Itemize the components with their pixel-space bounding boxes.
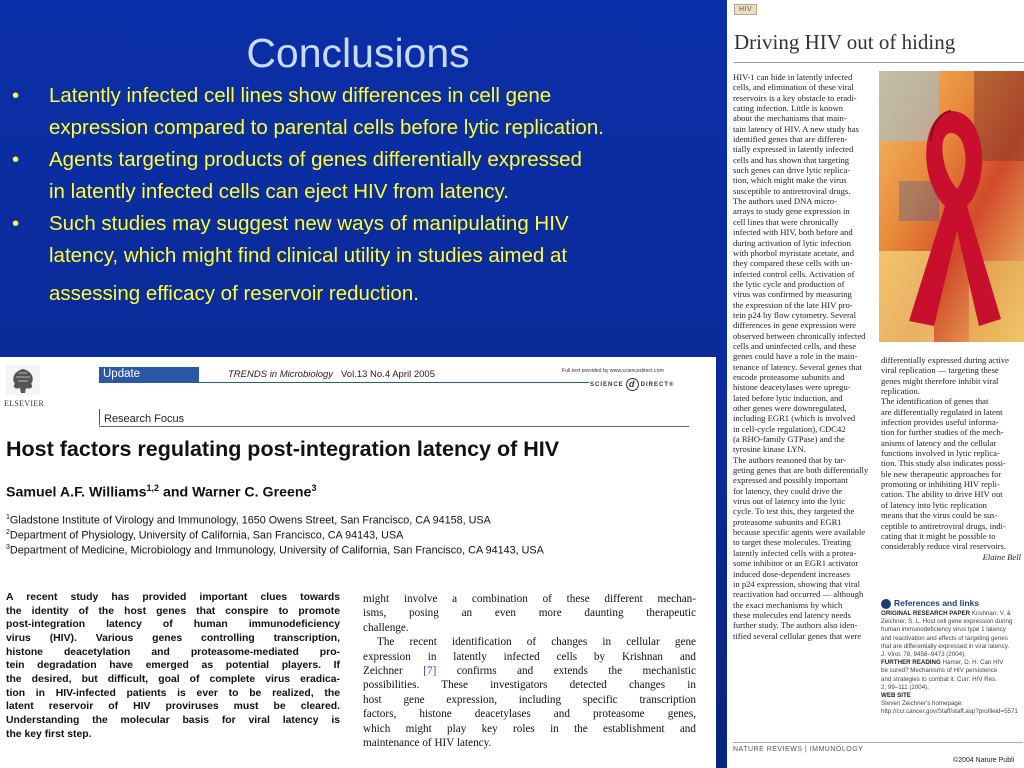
body-line: possibilities. These investigators detected changes in xyxy=(363,679,696,692)
affiliation-line xyxy=(6,529,403,542)
section-vertical-rule xyxy=(99,409,100,425)
affiliation-number: 2 xyxy=(6,529,10,536)
reference-line xyxy=(881,692,1021,700)
article-abstract xyxy=(6,591,340,741)
clipping-text-line: tenance of latency. Several genes that xyxy=(733,361,862,372)
article-authors: Samuel A.F. Williams$^{1,2}$ and Warner C. Greene$^3$ xyxy=(6,483,317,501)
references-list xyxy=(881,610,1021,717)
clipping-text-line: susceptible to antiretroviral drugs. xyxy=(733,185,851,196)
clipping-text-line: cation. The ability to drive HIV out xyxy=(881,489,1003,500)
clipping-text-line: observed between chronically infected xyxy=(733,330,866,341)
section-label: Update xyxy=(99,367,199,382)
clipping-text-line: for latency, they could drive the xyxy=(733,485,843,496)
clipping-text-line: tein p24 by flow cytometry. Several xyxy=(733,309,857,320)
clipping-text-line: with phorbol myristate acetate, and xyxy=(733,247,854,258)
reference-line xyxy=(881,676,1021,684)
reference-text: 2, 99–111 (2004). xyxy=(881,683,929,691)
references-icon xyxy=(881,599,891,609)
references-heading: References and links xyxy=(881,598,979,609)
clipping-text-line: (a RHO-family GTPase) and the xyxy=(733,434,845,445)
abstract-line: latent reservoir of HIV proviruses must be cleared. xyxy=(6,701,340,713)
reference-line xyxy=(881,667,1021,675)
section-tag: HIV xyxy=(734,4,757,15)
reference-label: FURTHER READING xyxy=(881,659,941,667)
journal-footer: NATURE REVIEWS | IMMUNOLOGY xyxy=(733,746,864,753)
clipping-text-line: they compared these cells with un- xyxy=(733,258,853,269)
clipping-text-line: other genes were downregulated, xyxy=(733,403,847,413)
copyright-footer: ©2004 Nature Publi xyxy=(953,757,1015,764)
reference-line xyxy=(881,643,1021,651)
elsevier-tree-logo xyxy=(6,365,40,395)
clipping-text-line: ceptible to antiretroviral drugs, indi- xyxy=(881,520,1006,531)
clipping-text-line: geting genes that are both differentially xyxy=(733,465,869,476)
clipping-text-line: promoting or inhibiting HIV repli- xyxy=(881,479,1000,490)
clipping-column-left xyxy=(733,72,874,641)
affiliation-text: Department of Medicine, Microbiology and Immunology, University of California, San Francisco, CA 94143, USA xyxy=(9,544,544,557)
bullet-dot: • xyxy=(12,212,20,235)
reference-text: http://ccr.cancer.gov/Staff/staff.asp?profileid=5571 xyxy=(881,708,1018,716)
clipping-text-line: replication. xyxy=(881,386,920,397)
clipping-text-line: The identification of genes that xyxy=(881,396,989,407)
clipping-text-line: cells and uninfected cells, and these xyxy=(733,340,857,351)
clipping-text-line: of latency into lytic replication xyxy=(881,499,987,510)
bullet-item xyxy=(12,144,717,208)
abstract-line: tein degradation have emerged as potential players. If xyxy=(6,660,340,672)
reference-line xyxy=(881,651,1021,659)
abstract-line: tion in HIV-infected patients is ever to be realized, the xyxy=(6,687,340,699)
abstract-line: post-integration latency of human immunodeficiency xyxy=(6,619,340,631)
clipping-text-line: latently infected cells with a protea- xyxy=(733,547,857,558)
header-rule xyxy=(99,382,589,383)
clipping-text-line: The authors reasoned that by tar- xyxy=(733,454,847,465)
clipping-text-line: tion, which might make the virus xyxy=(733,175,847,186)
clipping-text-line: cells and has shown that targeting xyxy=(733,154,850,165)
clipping-text-line: viral replication — targeting these xyxy=(881,365,999,376)
affiliation-text: Department of Physiology, University of California, San Francisco, CA 94143, USA xyxy=(9,529,404,542)
clipping-text-line: reservoirs is a key obstacle to eradi- xyxy=(733,92,857,103)
body-line: which might play key roles in the establishment and xyxy=(363,722,696,735)
bullet-item xyxy=(12,80,717,144)
abstract-line: histone deacetylation and proteasome-mediated pro- xyxy=(6,646,340,658)
publisher-name: ELSEVIER xyxy=(4,399,45,408)
footer-divider xyxy=(733,742,1023,743)
abstract-line: A recent study has provided important clues towards xyxy=(6,592,340,603)
clipping-text-line: during activation of lytic infection xyxy=(733,237,851,248)
trends-article-clipping xyxy=(0,357,716,768)
clipping-text-line: tion for further studies of the mech- xyxy=(881,427,1004,438)
clipping-text-line: The authors used DNA micro- xyxy=(733,196,838,207)
clipping-text-line: in p24 expression, showing that viral xyxy=(733,578,860,589)
clipping-text-line: tified several cellular genes that were xyxy=(733,630,862,641)
body-line: challenge. xyxy=(363,621,409,634)
affiliation-line xyxy=(6,514,491,527)
clipping-text-line: differentially expressed during active xyxy=(881,355,1009,365)
bullet-dot: • xyxy=(12,148,20,171)
reference-line xyxy=(881,700,1021,708)
reference-label: ORIGINAL RESEARCH PAPER xyxy=(881,610,971,617)
bullet-line: in latently infected cells can eject HIV from latency. xyxy=(49,180,509,203)
clipping-text-line: tially expressed in latently infected xyxy=(733,144,854,155)
clipping-text-line: further study. The authors also iden- xyxy=(733,620,858,631)
bullet-line: assessing efficacy of reservoir reduction. xyxy=(49,282,419,305)
section-rule xyxy=(99,426,689,427)
clipping-text-line: tion. This study also indicates possi- xyxy=(881,458,1006,469)
abstract-line: the key first step. xyxy=(6,728,92,740)
clipping-text-line: genes could have a role in the main- xyxy=(733,351,858,362)
clipping-text-line: virus was confirmed by measuring xyxy=(733,289,852,300)
clipping-text-line: the expression of the late HIV pro- xyxy=(733,299,853,310)
reference-text: and reactivation and effects of targeting genes xyxy=(881,634,1008,642)
fulltext-notice: Full text provided by www.sciencedirect.com xyxy=(562,368,664,374)
body-line: isms, posing an even more daunting therapeutic xyxy=(363,607,696,620)
clipping-text-line: cating infection. Little is known xyxy=(733,103,844,114)
sciencedirect-logo: SCIENCE d DIRECT® xyxy=(590,379,675,389)
bullet-line: Such studies may suggest new ways of manipulating HIV xyxy=(49,212,569,235)
clipping-text-line: the exact mechanisms by which xyxy=(733,599,843,610)
clipping-signature: Elaine Bell xyxy=(982,551,1021,562)
clipping-text-line: genes might therefore inhibit viral xyxy=(881,375,999,386)
clipping-column-right xyxy=(881,355,1021,562)
clipping-text-line: these molecules end latency needs xyxy=(733,609,851,620)
body-line: host gene expression, including specific transcription xyxy=(363,693,696,706)
clipping-text-line: about the mechanisms that main- xyxy=(733,113,847,124)
body-line: factors, histone deacetylases and proteasome genes, xyxy=(363,708,696,721)
clipping-text-line: including EGR1 (which is involved xyxy=(733,413,856,424)
clipping-text-line: induced dose-dependent increases xyxy=(733,568,850,579)
reference-text: Krishnan, V. & xyxy=(970,610,1011,617)
bullet-item xyxy=(12,208,717,310)
bullet-dot: • xyxy=(12,84,20,107)
clipping-text-line: such genes can drive lytic replica- xyxy=(733,165,851,176)
clipping-text-line: tyrosine kinase LYN. xyxy=(733,444,806,455)
article-body xyxy=(363,592,696,750)
clipping-text-line: expressed and possibly important xyxy=(733,475,848,486)
clipping-text-line: because specific agents were available xyxy=(733,527,866,538)
affiliation-number: 3 xyxy=(6,544,10,551)
reference-text: Zeichner, S. L. Host cell gene expression during xyxy=(881,618,1013,626)
clipping-text-line: HIV-1 can hide in latently infected xyxy=(733,72,853,82)
clipping-text-line: anisms of latency and the cellular xyxy=(881,437,997,448)
affiliation-number: 1 xyxy=(6,514,10,521)
body-line: might involve a combination of these different mechan- xyxy=(363,593,696,605)
journal-citation: TRENDS in Microbiology Vol.13 No.4 April 2005 xyxy=(228,369,435,380)
reference-line xyxy=(881,626,1021,634)
clipping-text-line: virus out of latency into the lytic xyxy=(733,496,846,507)
reference-text: be cured? Mechanisms of HIV persistence xyxy=(881,667,998,675)
reference-line xyxy=(881,618,1021,626)
affiliation-text: Gladstone Institute of Virology and Immunology, 1650 Owens Street, San Francisco, CA 94158, USA xyxy=(9,514,491,527)
reference-text: that are differentially expressed in viral latency. xyxy=(881,642,1010,650)
clipping-text-line: infection provides useful informa- xyxy=(881,417,999,428)
clipping-text-line: histone deacetylases were upregu- xyxy=(733,382,851,393)
clipping-text-line: reactivation had occurred — although xyxy=(733,589,864,600)
clipping-text-line: the lytic cycle and production of xyxy=(733,278,845,289)
reference-label: WEB SITE xyxy=(881,692,911,700)
article-title: Host factors regulating post-integration latency of HIV xyxy=(6,437,560,461)
clipping-text-line: to target these molecules. Treating xyxy=(733,537,851,548)
citation-link[interactable]: [7] xyxy=(423,665,437,678)
bullet-line: Agents targeting products of genes differentially expressed xyxy=(49,148,582,171)
clipping-title: Driving HIV out of hiding xyxy=(734,30,956,54)
reference-line xyxy=(881,684,1021,692)
clipping-text-line: cell lines that were chronically xyxy=(733,216,839,227)
research-focus-label: Research Focus xyxy=(104,413,185,425)
abstract-line: Understanding the molecular basis for viral latency is xyxy=(6,714,340,726)
clipping-text-line: encode proteasome subunits and xyxy=(733,371,845,382)
clipping-text-line: cycle. To test this, they targeted the xyxy=(733,506,855,517)
clipping-text-line: cating that it might be possible to xyxy=(881,530,996,541)
sciencedirect-mark-icon: d xyxy=(626,378,639,391)
clipping-text-line: identified genes that are differen- xyxy=(733,134,848,145)
clipping-text-line: proteasome subunits and EGR1 xyxy=(733,516,842,527)
body-line: Zeichner [7] confirms and extends the mechanistic xyxy=(363,665,696,678)
clipping-text-line: in cell-cycle regulation), CDC42 xyxy=(733,423,846,434)
reference-text: J. Virol. 78, 9458–9473 (2004). xyxy=(881,651,966,659)
clipping-text-line: differences in gene expression were xyxy=(733,320,856,331)
red-ribbon-image xyxy=(879,71,1024,342)
clipping-text-line: infected with HIV, both before and xyxy=(733,227,853,238)
clipping-text-line: infected control cells. Activation of xyxy=(733,268,855,279)
reference-text: and strategies to combat it. Curr. HIV Res. xyxy=(881,675,997,683)
abstract-line: the identity of the host genes that conspire to promote xyxy=(6,605,340,617)
abstract-line: virus (HIV). Various genes controlling transcription, xyxy=(6,632,340,644)
slide-title: Conclusions xyxy=(246,30,470,76)
clipping-text-line: cells, and elimination of these viral xyxy=(733,82,854,93)
reference-line xyxy=(881,610,1021,618)
clipping-text-line: considerably reduce viral reservoirs. xyxy=(881,541,1007,552)
reference-text: Hamer, D. H. Can HIV xyxy=(940,659,1004,667)
body-line: The recent identification of changes in cellular gene xyxy=(377,636,696,649)
reference-text: Steven Zeichner's homepage: xyxy=(881,700,964,708)
clipping-text-line: some inhibitor or an EGR1 activator xyxy=(733,558,859,569)
clipping-text-line: lated before lytic induction, and xyxy=(733,392,843,403)
bullet-list xyxy=(12,80,717,310)
affiliation-line xyxy=(6,544,544,557)
clipping-text-line: arrays to study gene expression in xyxy=(733,206,850,217)
bullet-line: latency, which might find clinical utility in studies aimed at xyxy=(49,244,568,267)
body-line: maintenance of HIV latency. xyxy=(363,737,492,750)
reference-line xyxy=(881,708,1021,716)
nature-reviews-clipping xyxy=(727,0,1024,768)
bullet-line: expression compared to parental cells before lytic replication. xyxy=(49,116,604,139)
clipping-text-line: ble new therapeutic approaches for xyxy=(881,468,1002,479)
body-line: expression in latently infected cells by Krishnan and xyxy=(363,650,696,663)
bullet-line: Latently infected cell lines show differences in cell gene xyxy=(49,84,552,107)
clipping-text-line: functions involved in lytic replica- xyxy=(881,448,1000,459)
clipping-text-line: means that the virus could be sus- xyxy=(881,510,998,521)
reference-line xyxy=(881,659,1021,667)
title-divider xyxy=(734,62,1024,63)
clipping-text-line: tain latency of HIV. A new study has xyxy=(733,123,859,134)
reference-text: human immunodeficiency virus type 1 latency xyxy=(881,626,1006,634)
reference-line xyxy=(881,635,1021,643)
clipping-text-line: are differentially regulated in latent xyxy=(881,406,1003,417)
abstract-line: the desired, but difficult, goal of complete virus eradica- xyxy=(6,673,340,685)
